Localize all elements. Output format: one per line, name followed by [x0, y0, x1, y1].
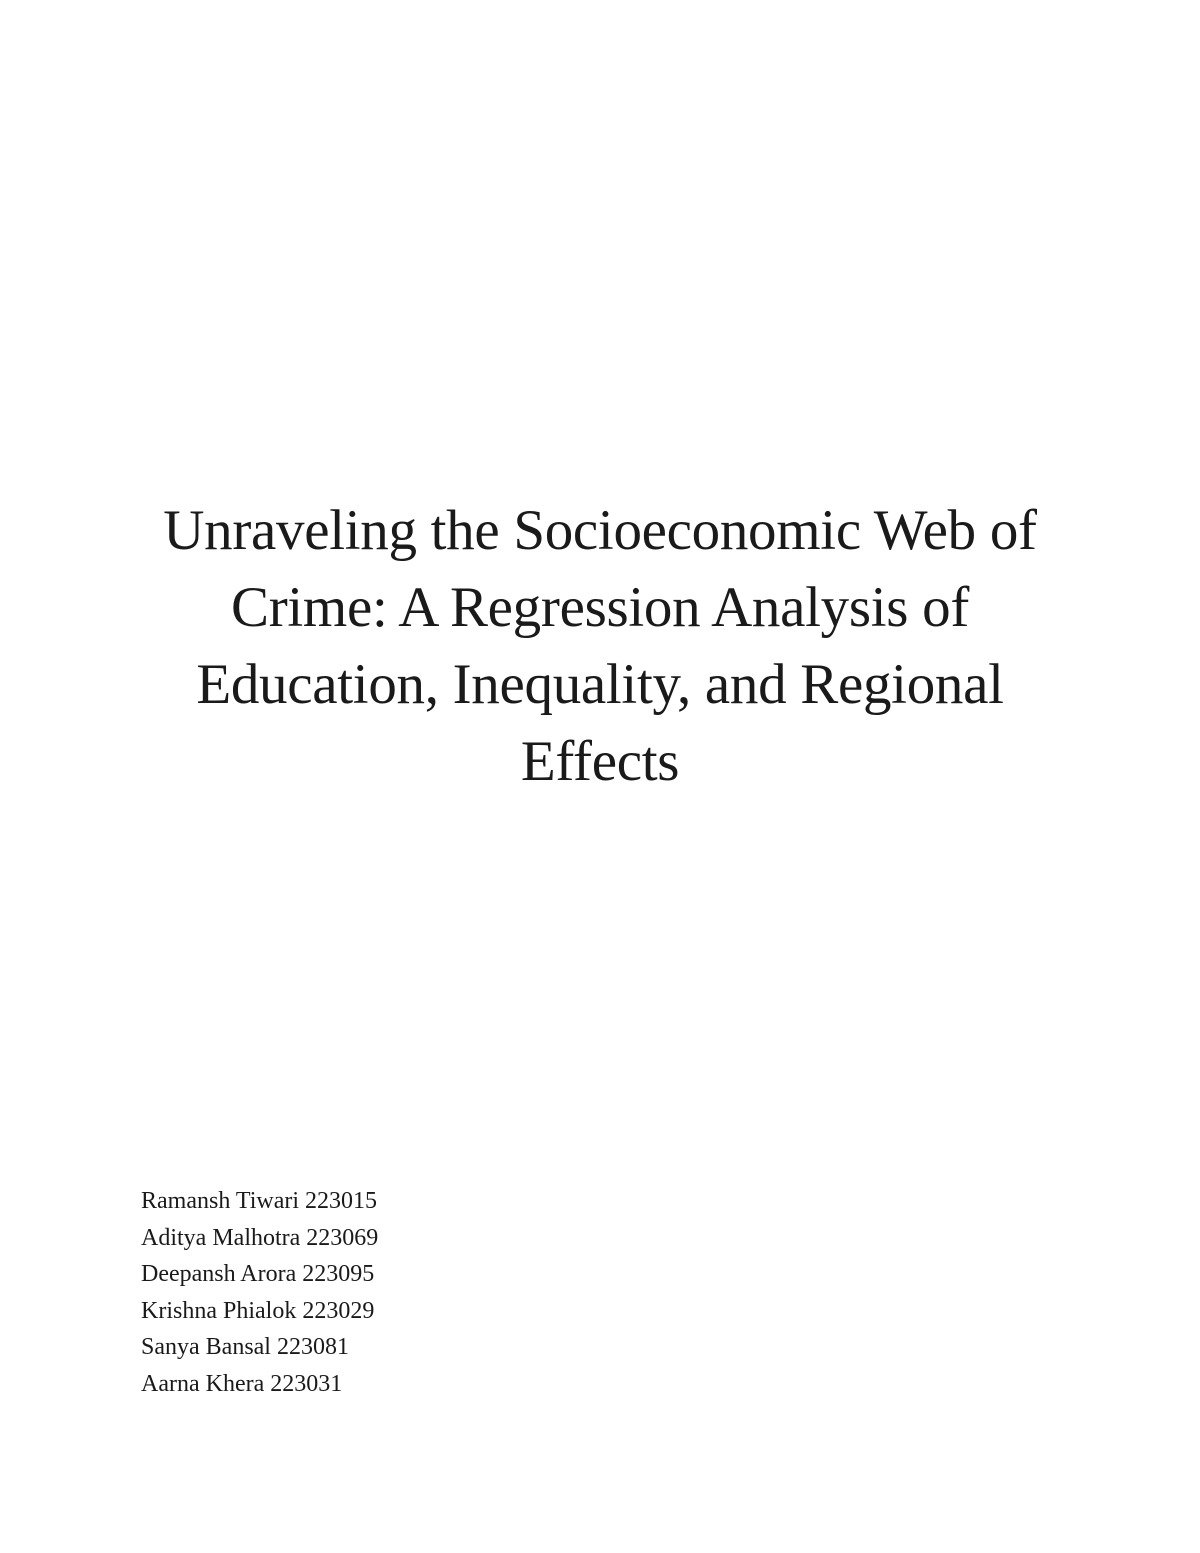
title-line: Unraveling the Socioeconomic Web of — [163, 499, 1037, 562]
document-title — [100, 492, 1100, 800]
author-entry: Ramansh Tiwari 223015 — [141, 1188, 378, 1214]
author-entry: Sanya Bansal 223081 — [141, 1334, 349, 1360]
title-line: Crime: A Regression Analysis of — [230, 576, 970, 639]
title-line: Education, Inequality, and Regional — [196, 653, 1004, 716]
author-entry: Deepansh Arora 223095 — [141, 1261, 375, 1287]
title-line: Effects — [520, 730, 680, 793]
author-list — [141, 1183, 378, 1402]
author-entry: Aditya Malhotra 223069 — [141, 1224, 379, 1251]
author-entry: Krishna Phialok 223029 — [141, 1297, 375, 1324]
author-entry: Aarna Khera 223031 — [141, 1370, 343, 1397]
